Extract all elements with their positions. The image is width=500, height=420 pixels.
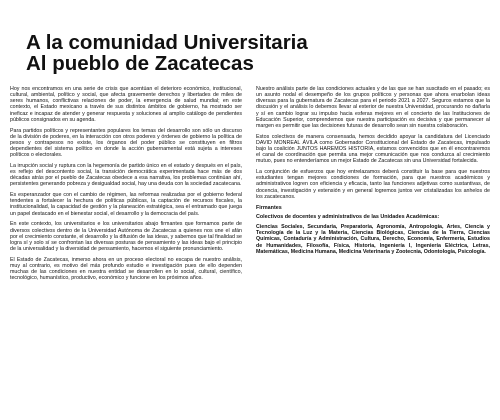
headline-line-1: A la comunidad Universitaria: [26, 31, 308, 54]
paragraph: Es esperanzador que con el cambio de régimen, las reformas realizadas por el gobierno federal tendentes a fortalecer la hechura de políticas públicas, la captación de recursos fiscales, la institucionalidad, la capacidad de gestión y la planeación estratégica, sea el entramado que juega un papel destacado en el bienestar social, el desarrollo y la democracia del país.: [10, 192, 242, 217]
colectivos-heading: Colectivos de docentes y administrativos de las Unidades Académicas:: [256, 214, 440, 220]
paragraph: La conjunción de esfuerzos que hoy entrelazamos deberá constituir la base para que nuestros estudiantes tengan mejores condiciones de formación, para que nuestros académicos y administrativos logren con eficiencia y eficacia, tanto las funciones adjetivas como sustantivas, de docencia, investigación y extensión y en general logremos juntos ver cristalizadas los anhelos de los zacatecanos.: [256, 169, 490, 200]
left-column: [10, 86, 242, 416]
paragraph: El Estado de Zacatecas, inmerso ahora en un proceso electoral no escapa de nuestro análisis, muy al contrario, es motivo del más profundo estudio e investigación pues de ello dependen muchas de las condiciones en nuestra entidad se desarrollen en lo social, cultural, científico, tecnológico, humanístico, productivo, económico y funcione en los próximos años.: [10, 256, 242, 282]
paragraph: Para partidos políticos y representantes populares los temas del desarrollo son sólo un discurso de la división de poderes, en la interacción con otros poderes y órdenes de gobierno la política de pesos y contrapesos no existe, los órganos del poder público se constituyen en filtros dependientes del sistema político en donde la acción gubernamental está sujeta a intereses políticos o electorales.: [10, 127, 242, 159]
firmantes-heading: Firmantes: [256, 204, 282, 211]
headline-line-2: Al pueblo de Zacatecas: [26, 52, 254, 75]
right-column: [256, 86, 490, 416]
paragraph: Estos colectivos de manera consensada, hemos decidido apoyar la candidatura del Licenciado DAVID MONREAL ÁVILA como Gobernador Constitucional del Estado de Zacatecas, impulsado bajo la coalición JUNTOS HAREMOS HISTORIA, estamos convencidos que en él encontraremos el canal de coordinación que permita una mejor comunicación que nos conduzca al crecimiento mutuo, pues no entenderíamos un mejor Estado de Zacatecas sin una Universidad fortalecida.: [256, 133, 490, 165]
paragraph: En este contexto, los universitarios e los universitarios abajo firmantes que formamos parte de diversos colectivos dentro de la Universidad Autónoma de Zacatecas a quienes nos une el afán por el crecimiento constante, el desarrollo y la difusión de las ideas, y sabemos que tal finalidad se logra sí y solo sí se confrontan las diversas posturas de pensamiento y las ideas bajo el principio de la universalidad y la diversidad de pensamiento, hacemos el siguiente pronunciamiento.: [10, 221, 242, 252]
signers-list: Ciencias Sociales, Secundaria, Preparatoria, Agronomía, Antropología, Artes, Ciencia y Tecnología de la Luz y la Materia, Ciencias Biológicas, Ciencias de la Tierra, Ciencias Químicas, Contaduría y Administración, Cultura, Derecho, Economía, Enfermería, Estudios de Humanidades, Filosofía, Física, Historia, Ingeniería I, Ingeniería Eléctrica, Letras, Matemáticas, Medicina Humana, Medicina Veterinaria y Zootecnia, Odontología, Psicología.: [256, 224, 490, 255]
headline: [26, 32, 486, 74]
paragraph: La irrupción social y ruptura con la hegemonía de partido único en el estado y después en el país, es reflejo del descontento social, la transición democrática experimentada hace más de dos décadas atrás por el pueblo de Zacatecas obedece a esa narrativa, los problemas continúan ahí, persistentes generando pobreza y desigualdad social, hay una deuda con la sociedad zacatecana.: [10, 162, 242, 188]
paragraph: Nuestro análisis parte de las condiciones actuales y de las que se han suscitado en el pasado; es un asunto nodal el desempeño de los grupos políticos y personas que ahora enarbolan ideas diversas para la gubernatura de Zacatecas para el periodo 2021 a 2027. Seguros estamos que la discusión y el análisis lo debemos llevar al exterior de nuestra Universidad, procurando no dañarla y sí en cambio lograr su impulso hacia esferas mejores en el concierto de las Instituciones de Educación Superior, comprendemos que nuestra participación es decisiva y que permanecer al margen es permitir que las decisiones futuras de desarrollo sean sin nuestra colaboración.: [256, 86, 490, 129]
paragraph: Hoy nos encontramos en una serie de crisis que acentúan el deterioro económico, institucional, cultural, ambiental, político y social, que afecta gravemente derechos y libertades de miles de seres humanos, conflictivas relaciones de poder, la emergencia de salud mundial; en este contexto, el Estado mexicano a través de sus distintos ámbitos de gobierno, ha mostrado ser ineficaz e incapaz de atender y generar respuesta y soluciones al amplio catálogo de pendientes públicos consignados en su agenda.: [10, 86, 242, 123]
